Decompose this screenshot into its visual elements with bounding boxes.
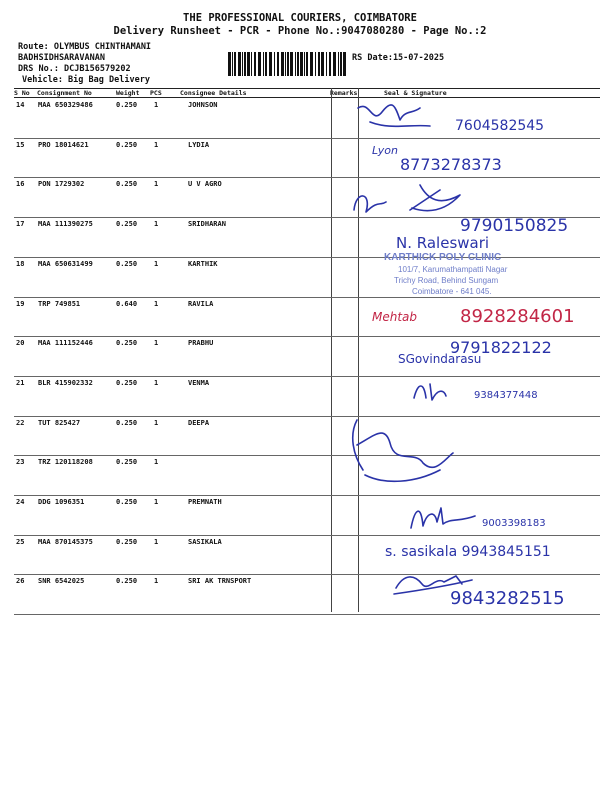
row-divider <box>14 495 600 496</box>
cell-consignee: PRABHU <box>188 339 214 348</box>
cell-consignee: PREMNATH <box>188 498 222 506</box>
cell-consignment: MAA 111390275 <box>38 220 93 229</box>
cell-consignee: RAVILA <box>188 299 214 308</box>
staff-label: BADHSIDHSARAVANAN <box>18 53 105 63</box>
cell-sno: 14 <box>16 101 25 109</box>
cell-consignment: PON 1729302 <box>38 180 85 189</box>
handwritten-name: N. Raleswari <box>396 234 490 252</box>
cell-pcs: 1 <box>154 418 159 427</box>
row-divider <box>14 416 600 417</box>
cell-pcs: 1 <box>154 220 159 229</box>
row-divider <box>14 138 600 139</box>
cell-pcs: 1 <box>154 378 159 387</box>
clinic-stamp: KARTHICK POLY CLINIC <box>384 252 502 263</box>
cell-consignment: TRZ 120118208 <box>38 458 93 467</box>
row-divider <box>14 535 600 536</box>
cell-pcs: 1 <box>154 101 159 109</box>
cell-weight: 0.250 <box>116 101 138 109</box>
handwritten-name: Mehtab <box>372 310 418 324</box>
cell-consignee: LYDIA <box>188 140 210 149</box>
row-divider <box>14 297 600 298</box>
cell-consignment: TRP 749851 <box>38 299 81 308</box>
cell-pcs: 1 <box>154 339 159 348</box>
cell-consignment: SNR 6542025 <box>38 577 85 586</box>
cell-weight: 0.250 <box>116 418 138 427</box>
cell-sno: 23 <box>16 458 25 467</box>
handwritten-phone: 7604582545 <box>455 118 545 134</box>
runsheet-subtitle: Delivery Runsheet - PCR - Phone No.:9047080280 - Page No.:2 <box>113 25 487 37</box>
cell-weight: 0.250 <box>116 537 138 546</box>
row-divider <box>14 177 600 178</box>
cell-consignee: DEEPA <box>188 418 210 427</box>
cell-weight: 0.250 <box>116 259 138 268</box>
row-divider <box>14 614 600 615</box>
vehicle-label: Vehicle: Big Bag Delivery <box>22 75 150 85</box>
cell-consignee: JOHNSON <box>188 101 218 109</box>
cell-pcs: 1 <box>154 498 159 506</box>
signature-scribble <box>345 415 460 490</box>
cell-consignment: BLR 415902332 <box>38 378 93 387</box>
handwritten-phone: 8928284601 <box>460 306 575 327</box>
cell-pcs: 1 <box>154 299 159 308</box>
cell-sno: 25 <box>16 537 25 546</box>
cell-weight: 0.640 <box>116 299 138 308</box>
col-weight: Weight <box>116 89 140 97</box>
cell-consignee: SASIKALA <box>188 537 222 546</box>
cell-weight: 0.250 <box>116 378 138 387</box>
cell-sno: 18 <box>16 259 25 268</box>
route-label: Route: OLYMBUS CHINTHAMANI <box>18 42 152 52</box>
cell-pcs: 1 <box>154 537 159 546</box>
signature-scribble <box>410 378 470 404</box>
handwritten-phone: 9791822122 <box>450 338 552 357</box>
clinic-stamp-address: 101/7, Karumathampatti Nagar <box>398 265 508 274</box>
cell-consignment: PRO 18014621 <box>38 140 89 149</box>
cell-sno: 24 <box>16 498 25 506</box>
table-header-border <box>14 97 600 98</box>
row-divider <box>14 455 600 456</box>
cell-consignment: MAA 111152446 <box>38 339 93 348</box>
row-divider <box>14 257 600 258</box>
cell-weight: 0.250 <box>116 458 138 467</box>
cell-consignee: KARTHIK <box>188 259 218 268</box>
signature-scribble <box>350 100 460 140</box>
cell-pcs: 1 <box>154 458 159 467</box>
barcode-image <box>228 52 346 76</box>
cell-pcs: 1 <box>154 180 159 189</box>
cell-sno: 26 <box>16 577 25 586</box>
col-sno: S No <box>14 89 30 97</box>
cell-pcs: 1 <box>154 140 159 149</box>
cell-sno: 19 <box>16 299 25 308</box>
rs-date: RS Date:15-07-2025 <box>352 53 445 63</box>
row-divider <box>14 376 600 377</box>
cell-weight: 0.250 <box>116 339 138 348</box>
company-title: THE PROFESSIONAL COURIERS, COIMBATORE <box>183 12 417 24</box>
table-top-border <box>14 88 600 89</box>
cell-weight: 0.250 <box>116 140 138 149</box>
cell-consignment: MAA 650329486 <box>38 101 93 109</box>
cell-sno: 17 <box>16 220 25 229</box>
cell-weight: 0.250 <box>116 498 138 506</box>
drs-number: DRS No.: DCJB156579202 <box>18 64 131 74</box>
cell-sno: 22 <box>16 418 25 427</box>
cell-weight: 0.250 <box>116 180 138 189</box>
cell-consignment: DDG 1096351 <box>38 498 85 506</box>
clinic-stamp-address: Coimbatore - 641 045. <box>412 287 492 296</box>
cell-weight: 0.250 <box>116 577 138 586</box>
cell-sno: 21 <box>16 378 25 387</box>
col-consignment: Consignment No <box>37 89 92 97</box>
cell-consignment: TUT 825427 <box>38 418 81 427</box>
seal-column-divider <box>358 88 359 612</box>
row-divider <box>14 336 600 337</box>
handwritten-phone: 9790150825 <box>460 216 569 236</box>
handwritten-name: Lyon <box>372 144 398 157</box>
signature-scribble <box>405 500 490 535</box>
cell-sno: 15 <box>16 140 25 149</box>
col-pcs: PCS <box>150 89 162 97</box>
cell-pcs: 1 <box>154 577 159 586</box>
cell-consignee: U V AGRO <box>188 180 222 189</box>
cell-consignee: SRI AK TRNSPORT <box>188 577 252 586</box>
row-divider <box>14 574 600 575</box>
remarks-column-divider <box>331 88 332 612</box>
cell-consignment: MAA 870145375 <box>38 537 93 546</box>
col-consignee: Consignee Details <box>180 89 247 97</box>
handwritten-phone: 8773278373 <box>400 155 502 174</box>
cell-sno: 20 <box>16 339 25 348</box>
cell-consignee: SRIDHARAN <box>188 220 226 229</box>
cell-weight: 0.250 <box>116 220 138 229</box>
cell-pcs: 1 <box>154 259 159 268</box>
handwritten-phone: 9843282515 <box>450 588 565 609</box>
handwritten-name: SGovindarasu <box>398 352 482 366</box>
cell-consignment: MAA 650631499 <box>38 259 93 268</box>
cell-sno: 16 <box>16 180 25 189</box>
handwritten-phone: 9384377448 <box>474 390 538 401</box>
col-remarks: Remarks <box>330 89 358 97</box>
handwritten-name-phone: s. sasikala 9943845151 <box>385 544 551 560</box>
col-seal: Seal & Signature <box>384 89 447 97</box>
clinic-stamp-address: Trichy Road, Behind Sungam <box>394 276 499 285</box>
handwritten-phone: 9003398183 <box>482 518 546 529</box>
cell-consignee: VENMA <box>188 378 210 387</box>
